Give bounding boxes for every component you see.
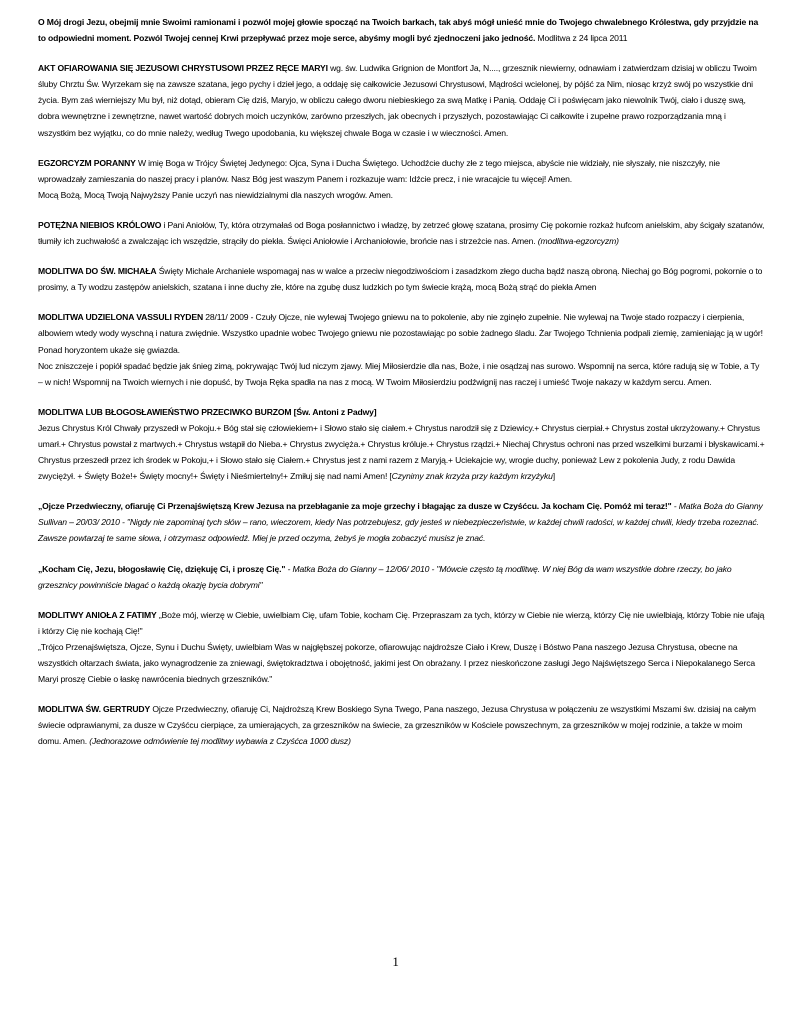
prayer-text: Mocą Bożą, Mocą Twoją Najwyższy Panie uczyń nas niewidzialnymi dla naszych wrogów. Amen. [38, 189, 393, 200]
prayer-text: Jezus Chrystus Król Chwały przyszedł w Pokoju.+ Bóg stał się człowiekiem+ i Słowo stało się ciałem.+ Chrystus narodził się z Dziewicy.+ Chrystus cierpiał.+ Chrystus został ukrzyżowany.+ Chrystus umarł.+ Chrystus powstał z martwych.+ Chrystus wstąpił do Nieba.+ Chrystus zwycięża.+ Chrystus króluje.+ Chrystus rządzi.+ Niechaj Chrystus ochroni nas przed wszelkimi burzami i błyskawicami.+ Chrystus przeszedł przez ich środek w Pokoju,+ i Słowo stało się Ciałem.+ Chrystus jest z nami razem z Maryją.+ Uciekajcie wy, wrogie duchy, ponieważ Lew z pokolenia Judy, z rodu Dawida zwyciężył. + Święty Boże!+ Święty mocny!+ Święty i Nieśmiertelny!+ Zmiłuj się nad nami Amen! [ [38, 422, 765, 482]
prayer-intro [38, 14, 765, 46]
prayer-heading: EGZORCYZM PORANNY [38, 157, 136, 168]
prayer-line [38, 309, 765, 357]
prayer-line [38, 263, 765, 295]
prayer-line [38, 561, 765, 593]
prayer-line [38, 639, 765, 687]
prayer-line [38, 420, 765, 484]
prayer-aniola-z-fatimy [38, 607, 765, 687]
prayer-ojcze-przedwieczny [38, 498, 765, 546]
prayer-line [38, 607, 765, 639]
prayer-line [38, 155, 765, 187]
prayer-heading: „Kocham Cię, Jezu, błogosławię Cię, dziękuję Ci, i proszę Cię." [38, 563, 286, 574]
prayer-potezna-niebios [38, 217, 765, 249]
prayer-text: wg. św. Ludwika Grignion de Montfort Ja, N...., grzesznik niewierny, odnawiam i zatwierdzam dzisiaj w obliczu Twoim śluby Chrztu Św. Wyrzekam się na zawsze szatana, jego pychy i dzieł jego, a oddaję się całkowicie Jezusowi Chrystusowi, Mądrości wcielonej, by pójść za Nim, niosąc krzyż swój po wszystkie dni życia. Bym zaś wierniejszy Mu był, niż dotąd, obieram Cię dziś, Maryjo, w obliczu całego dworu niebieskiego za swą Matkę i Panią. Oddaję Ci i poświęcam jako niewolnik Twój, ciało i duszę swą, dobra wewnętrzne i zewnętrzne, nawet wartość dobrych moich uczynków, zarówno przeszłych, jak obecnych i przyszłych, pozostawiając Ci całkowite i zupełne prawo rozporządzania mną i wszystkim bez wyjątku, co do mnie należy, według Twego upodobania, ku większej chwale Boga w czasie i w wieczności. Amen. [38, 63, 757, 138]
prayer-heading: „Ojcze Przedwieczny, ofiaruję Ci Przenajświętszą Krew Jezusa na przebłaganie za moje grzechy i błagając za dusze w Czyśćcu. Ja kocham Cię. Pomóż mi teraz!" [38, 501, 672, 512]
prayer-egzorcyzm-poranny [38, 155, 765, 203]
prayer-text: „Trójco Przenajświętsza, Ojcze, Synu i Duchu Święty, uwielbiam Was w najgłębszej pokorze, ofiarowując najdroższe Ciało i Krew, Duszę i Bóstwo Pana naszego Jezusa Chrystusa, obecne na wszystkich ołtarzach świata, jako wynagrodzenie za zniewagi, świętokradztwa i obojętność, jakimi jest On obrażany. I przez nieskończone zasługi Jego Najświętszego Serca i Niepokalanego Serca Maryi proszę Ciebie o łaskę nawrócenia biednych grzeszników." [38, 641, 755, 685]
prayer-modlitwa-michal [38, 263, 765, 295]
prayer-heading: MODLITWA LUB BŁOGOSŁAWIEŃSTWO PRZECIWKO BURZOM [Św. Antoni z Padwy] [38, 406, 377, 417]
prayer-heading: O Mój drogi Jezu, obejmij mnie Swoimi ramionami i pozwól mojej głowie spocząć na Twoich barkach, tak abyś mógł unieść mnie do Twojego chwalebnego Królestwa, gdy przyjdzie na to odpowiedni moment. Pozwól Twojej cennej Krwi przepływać przez moje serce, abyśmy mogli być zjednoczeni jako jedność. [38, 17, 759, 44]
prayer-heading: MODLITWA ŚW. GERTRUDY [38, 704, 151, 715]
prayer-note: Czynimy znak krzyża przy każdym krzyżyku [391, 471, 553, 482]
prayer-note: (modlitwa-egzorcyzm) [537, 236, 619, 247]
prayer-line [38, 187, 765, 203]
prayer-vassula-ryden [38, 309, 765, 389]
prayer-text: Noc zniszczeje i popiół spadać będzie jak śnieg zimą, pokrywając Twój lud niczym zjawy. Miej Miłosierdzie dla nas, Boże, i nie osądzaj nas surowo. Wspomnij na serca, które radują się w Tobie, a Ty – w nich! Wspomnij na Twoich wiernych i nie dopuść, by Twoja Ręka spadła na nas z mocą. W Twoim Miłosierdziu podźwignij nas raczej i umieść Twoje nakazy w każdym sercu. Amen. [38, 360, 760, 387]
prayer-line [38, 701, 765, 749]
prayer-text: Święty Michale Archaniele wspomagaj nas w walce a przeciw niegodziwościom i zasadzkom złego ducha bądź naszą obroną. Niechaj go Bóg pogromi, pokornie o to prosimy, a Ty wodzu zastępów anielskich, szatana i inne duchy złe, które na zgubę dusz ludzkich po tym świecie krążą, mocą Bożą strąć do piekła Amen [38, 266, 763, 293]
prayer-heading: MODLITWA DO ŚW. MICHAŁA [38, 266, 157, 277]
page-number: 1 [392, 954, 399, 969]
prayer-sw-gertrudy [38, 701, 765, 749]
prayer-heading: MODLITWY ANIOŁA Z FATIMY [38, 609, 157, 620]
prayer-heading: AKT OFIAROWANIA SIĘ JEZUSOWI CHRYSTUSOWI PRZEZ RĘCE MARYI [38, 63, 328, 74]
prayer-text: 28/11/ 2009 - Czuły Ojcze, nie wylewaj Twojego gniewu na to pokolenie, aby nie zginęło zupełnie. Nie wylewaj na Twoje stado rozpaczy i cierpienia, albowiem wtedy wody wyschną i natura zwiędnie. Wszystko upadnie wobec Twojego gniewu nie pozostawiając po sobie żadnego śladu. Żar Twojego Tchnienia podpali ziemię, zamieniając ją w ugór! Ponad horyzontem ukaże się gwiazda. [38, 312, 763, 355]
document-body [38, 14, 765, 749]
prayer-text: „Boże mój, wierzę w Ciebie, uwielbiam Cię, ufam Tobie, kocham Cię. Przepraszam za tych, którzy w Ciebie nie wierzą, którzy Cię nie uwielbiają, którzy Tobie nie ufają i którzy Cię nie kochają Cię!" [38, 609, 765, 636]
prayer-kocham-cie-jezu [38, 561, 765, 593]
prayer-akt-ofiarowania [38, 60, 765, 140]
prayer-text: Ojcze Przedwieczny, ofiaruję Ci, Najdroższą Krew Boskiego Syna Twego, Pana naszego, Jezusa Chrystusa w połączeniu ze wszystkimi Mszami św. dzisiaj na całym świecie odprawianymi, za dusze w Czyśćcu cierpiące, za umierających, za grzeszników na świecie, za grzeszników w Kościele powszechnym, za grzeszników w mojej rodzinie, a także w moim domu. Amen. [38, 704, 756, 747]
prayer-note: - Matka Boża do Gianny – 12/06/ 2010 - "Mówcie często tą modlitwę. W niej Bóg da wam wszystkie dobre rzeczy, bo jako grzesznicy powinniście błagać o każdą okazję bycia dobrymi" [38, 563, 732, 590]
prayer-text: W imię Boga w Trójcy Świętej Jedynego: Ojca, Syna i Ducha Świętego. Uchodźcie duchy złe z tego miejsca, abyście nie widziały, nie słyszały, nie niszczyły, nie wprowadzały zamieszania do naszej pracy i planów. Nasz Bóg jest waszym Panem i rozkazuje wam: Idźcie precz, i nie wracajcie tu więcej! Amen. [38, 157, 720, 184]
prayer-line [38, 60, 765, 140]
prayer-note: - Matka Boża do Gianny Sullivan – 20/03/ 2010 - "Nigdy nie zapominaj tych słów – rano, wieczorem, kiedy Nas potrzebujesz, gdy jesteś w niebezpieczeństwie, w każdej chwili radości, w każdej chwili, kiedy trzeba rozeznać. Zawsze powtarzaj te same słowa, i otrzymasz odpowiedź. Miej je przed oczyma, żebyś je mogła zobaczyć musisz je znać. [38, 501, 763, 544]
prayer-line [38, 217, 765, 249]
prayer-text: Modlitwa z 24 lipca 2011 [535, 33, 628, 44]
prayer-line [38, 404, 765, 420]
prayer-heading: POTĘŻNA NIEBIOS KRÓLOWO [38, 219, 162, 230]
prayer-text: ] [552, 471, 556, 482]
prayer-text: i Pani Aniołów, Ty, która otrzymałaś od Boga posłannictwo i władzę, by zetrzeć głowę szatana, prosimy Cię pokornie rozkaż hufcom anielskim, aby ścigały szatanów, tłumiły ich zuchwałość a zwalczając ich wszędzie, strąciły do piekła. Święci Aniołowie i Archaniołowie, brońcie nas i strzeżcie nas. Amen. [38, 219, 765, 247]
prayer-note: (Jednorazowe odmówienie tej modlitwy wybawia z Czyśćca 1000 dusz) [89, 736, 351, 747]
prayer-heading: MODLITWA UDZIELONA VASSULI RYDEN [38, 312, 204, 323]
prayer-przeciwko-burzom [38, 404, 765, 484]
prayer-line [38, 498, 765, 546]
prayer-line [38, 14, 765, 46]
prayer-line [38, 358, 765, 390]
